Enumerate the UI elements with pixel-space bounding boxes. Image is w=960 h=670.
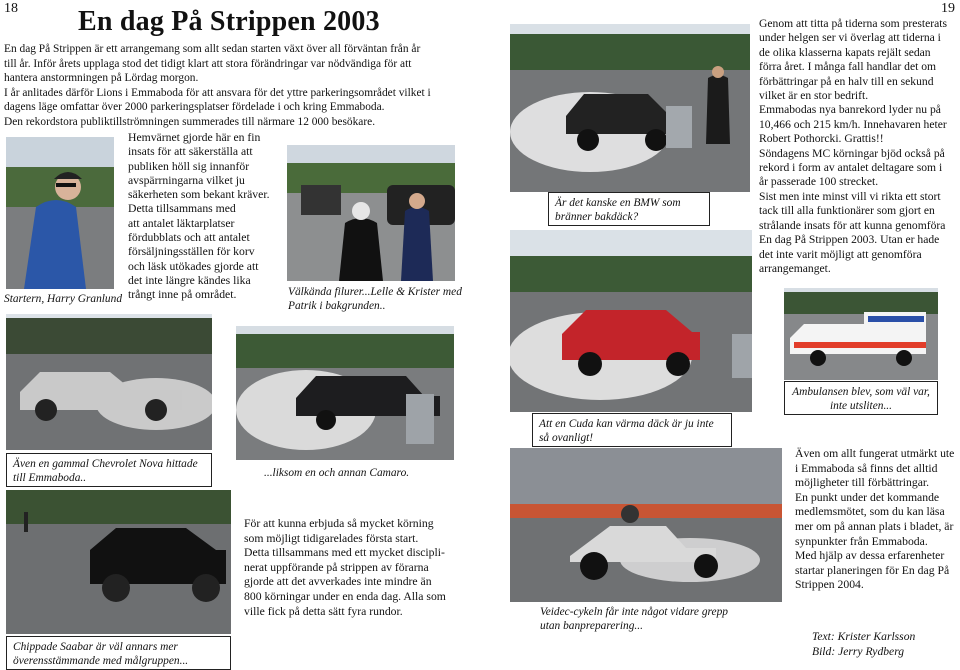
text-line: strålande insats för att kunna genomföra — [759, 218, 946, 232]
text-line: För att kunna erbjuda så mycket körning — [244, 517, 434, 530]
text-line: fördubblats och att antalet — [128, 231, 250, 245]
text-line: att antalet läktarplatser — [128, 216, 235, 230]
text-line: under helgen ser vi överlag att tiderna i — [759, 31, 941, 45]
credits — [812, 629, 915, 659]
text-line: trångt inne på området. — [128, 288, 237, 302]
text-line: mer om på annan plats i bladet, är — [795, 519, 954, 533]
caption-line: bränner bakdäck? — [555, 211, 639, 223]
caption-line: till Emmaboda.. — [13, 472, 87, 484]
caption-ambulans — [784, 381, 938, 415]
text-line: ville fick på detta sätt fyra rundor. — [244, 604, 403, 618]
text-line: det inte längre kändes lika — [128, 273, 251, 287]
caption-line: Är det kanske en BMW som — [555, 197, 681, 209]
text-line: Detta tillsammans med — [128, 202, 236, 216]
page-number-right: 19 — [941, 1, 955, 16]
caption-startern: Startern, Harry Granlund — [4, 293, 123, 305]
intro-line: till år. Inför årets upplaga stod det tidigt klart att stora förändringar var nödvändiga för att — [4, 57, 412, 70]
article-title: En dag På Strippen 2003 — [78, 6, 380, 37]
text-line: det inte varit möjligt att genomföra — [759, 247, 922, 261]
caption-line: Chippade Saabar är väl annars mer — [13, 641, 178, 653]
text-line: 10,466 och 215 km/h. Innehavaren heter — [759, 117, 947, 131]
text-line: försäljningsställen för korv — [128, 245, 255, 259]
text-line: Genom att titta på tiderna som presterats — [759, 17, 948, 30]
caption-camaro: ...liksom en och annan Camaro. — [264, 467, 410, 479]
text-line: förbättringar på en halv till en sekund — [759, 74, 934, 88]
photo-bmw — [510, 24, 750, 192]
text-line: publiken höll sig innanför — [128, 159, 250, 173]
caption-line: Ambulansen blev, som väl var, — [792, 386, 930, 398]
photo-veidec — [510, 448, 782, 602]
caption-line: inte utsliten... — [829, 400, 892, 412]
text-line: Robert Pothorcki. Grattis!! — [759, 132, 884, 146]
text-line: möjligheter till förbättringar. — [795, 476, 930, 490]
text-line: år passerade 100 strecket. — [759, 175, 879, 189]
text-line: Hemvärnet gjorde här en fin — [128, 131, 261, 144]
intro-line: I år anlitades därför Lions i Emmaboda för att ansvara för det yttre parkeringsområdet vilket i — [4, 86, 431, 99]
caption-line: Veidec-cykeln får inte något vidare grepp — [540, 606, 728, 618]
caption-line: Välkända filurer...Lelle & Krister med — [288, 286, 462, 298]
text-line: rekord i form av antalet deltagare som i — [759, 161, 943, 175]
text-line: Emmabodas nya banrekord lyder nu på — [759, 103, 941, 117]
intro-line: Den rekordstora publiktillströmningen summerades till närmare 12 000 besökare. — [4, 115, 376, 128]
text-line: 800 körningar under en enda dag. Alla som — [244, 589, 446, 603]
text-line: synpunkter från Emmaboda. — [795, 534, 928, 548]
text-line: som möjligt tidigarelades första start. — [244, 531, 419, 545]
text-line: Sist men inte minst vill vi rikta ett stort — [759, 189, 941, 203]
intro-line: dagens läge omfattar över 2000 parkeringsplatser fördelade i och kring Emmaboda. — [4, 101, 385, 113]
text-line: arrangemanget. — [759, 261, 831, 275]
caption-line: Även en gammal Chevrolet Nova hittade — [13, 458, 198, 470]
text-line: En punkt under det kommande — [795, 490, 940, 504]
text-line: Även om allt fungerat utmärkt ute — [795, 447, 955, 460]
page-number-left: 18 — [4, 1, 18, 16]
intro-text — [4, 42, 474, 129]
caption-line: överensstämmande med målgruppen... — [13, 655, 189, 667]
text-line: En dag På Strippen 2003. Utan er hade — [759, 233, 940, 247]
photo-camaro — [236, 326, 454, 460]
text-line: tack till alla funktionärer som gjort en — [759, 204, 935, 218]
text-line: Med hjälp av dessa erfarenheter — [795, 549, 945, 563]
text-line: Söndagens MC körningar bjöd också på — [759, 146, 945, 160]
text-line: medlemsmötet, som du kan läsa — [795, 505, 945, 519]
intro-line: En dag På Strippen är ett arrangemang som allt sedan starten växt över all förväntan från år — [4, 43, 421, 55]
text-line: Strippen 2004. — [795, 578, 864, 592]
photo-cuda — [510, 230, 752, 412]
text-line: Detta tillsammans med ett mycket discipli- — [244, 546, 445, 560]
korning-text — [244, 517, 484, 619]
credit-photo-author: Bild: Jerry Rydberg — [812, 645, 905, 658]
text-line: startar planeringen för En dag På — [795, 563, 950, 577]
caption-line: utan banpreparering... — [540, 620, 643, 632]
text-line: gjorde att det avverkades inte mindre än — [244, 575, 432, 589]
caption-chevrolet-nova — [6, 453, 212, 487]
text-line: avspärrningarna vilket ju — [128, 173, 245, 187]
text-line: förra året. I många fall handlar det om — [759, 60, 937, 74]
text-line: de olika klasserna kapats rejält sedan — [759, 45, 931, 59]
credit-text-author: Text: Krister Karlsson — [812, 630, 916, 643]
caption-line: Patrik i bakgrunden.. — [288, 300, 386, 312]
text-line: i Emmaboda så finns det alltid — [795, 461, 938, 475]
caption-valkanda-filurer — [288, 285, 462, 313]
hemvarnet-text — [128, 131, 288, 303]
caption-cuda — [532, 413, 732, 447]
text-line: och läsk utökades gjorde att — [128, 259, 259, 273]
caption-line: så ovanligt! — [539, 432, 594, 444]
caption-bmw — [548, 192, 710, 226]
caption-saab — [6, 636, 231, 670]
right-column-text — [759, 17, 955, 276]
photo-valkanda-filurer — [287, 145, 455, 281]
intro-line: hantera anstormningen på Lördag morgon. — [4, 72, 199, 84]
photo-startern — [6, 137, 114, 289]
text-line: vilket är en stor bedrift. — [759, 89, 869, 103]
text-line: insats för att säkerställa att — [128, 145, 253, 159]
caption-veidec — [540, 605, 728, 633]
text-line: nerat uppförande på strippen av förarna — [244, 560, 429, 574]
photo-ambulans — [784, 288, 938, 380]
photo-saab — [6, 490, 231, 634]
caption-line: Att en Cuda kan värma däck är ju inte — [539, 418, 714, 430]
text-line: säkerheten som bekant kräver. — [128, 188, 270, 202]
bottom-right-text — [795, 447, 959, 593]
photo-chevrolet-nova — [6, 314, 212, 450]
